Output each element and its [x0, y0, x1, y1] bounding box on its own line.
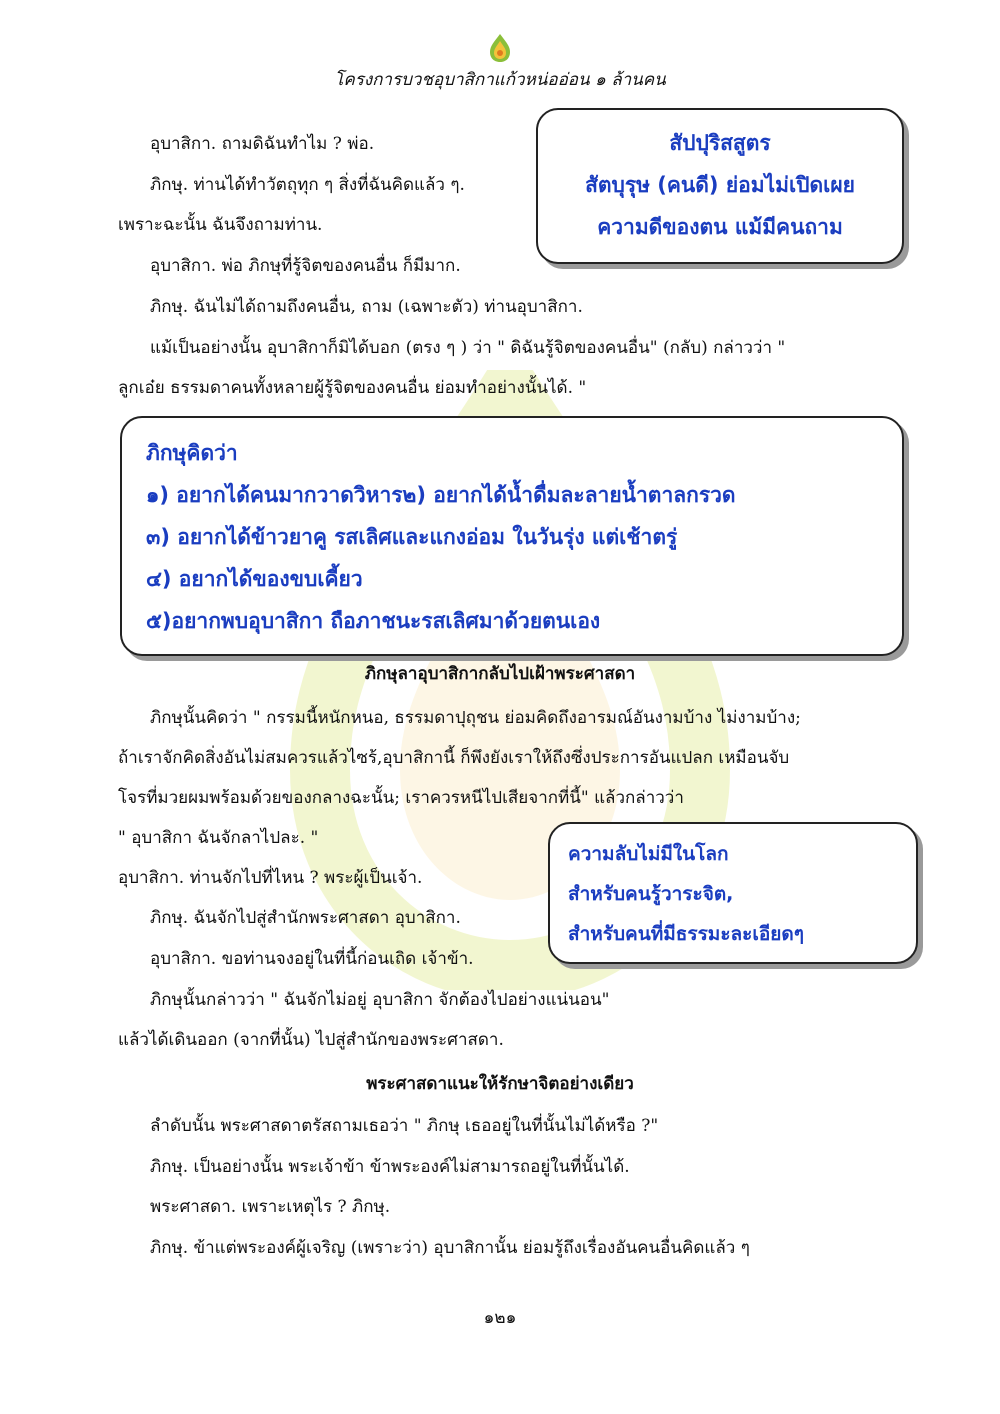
text-line: ลูกเอ๋ย ธรรมดาคนทั้งหลายผู้รู้จิตของคนอื่น ย่อมทำอย่างนั้นได้. "	[118, 378, 587, 398]
text-line: อุบาสิกา. ขอท่านจงอยู่ในที่นี้ก่อนเถิด เจ้าข้า.	[150, 949, 474, 969]
callout-title: ความลับไม่มีในโลก	[568, 843, 729, 865]
callout-line: สำหรับคนที่มีธรรมะละเอียดๆ	[568, 923, 804, 945]
text-line: พระศาสดา. เพราะเหตุไร ? ภิกษุ.	[150, 1197, 391, 1217]
header-logo-icon	[486, 32, 514, 64]
callout-line: ความดีของตน แม้มีคนถาม	[597, 215, 843, 239]
callout-title: ภิกษุคิดว่า	[146, 441, 238, 465]
page-header: โครงการบวชอุบาสิกาแก้วหน่ออ่อน ๑ ล้านคน	[334, 70, 666, 90]
callout-line: สำหรับคนรู้วาระจิต,	[568, 883, 734, 905]
section-heading: พระศาสดาแนะให้รักษาจิตอย่างเดียว	[366, 1074, 634, 1094]
page-number: ๑๒๑	[483, 1308, 517, 1328]
text-line: ภิกษุนั้นคิดว่า " กรรมนี้หนักหนอ, ธรรมดาปุถุชน ย่อมคิดถึงอารมณ์อันงามบ้าง ไม่งามบ้าง;	[150, 708, 801, 728]
text-line: ภิกษุ. ท่านได้ทำวัตถุทุก ๆ สิ่งที่ฉันคิดแล้ว ๆ.	[150, 175, 465, 195]
text-line: อุบาสิกา. ท่านจักไปที่ไหน ? พระผู้เป็นเจ้า.	[118, 868, 423, 888]
text-line: อุบาสิกา. พ่อ ภิกษุที่รู้จิตของคนอื่น ก็มีมาก.	[150, 256, 461, 276]
section-heading: ภิกษุลาอุบาสิกากลับไปเฝ้าพระศาสดา	[364, 664, 636, 684]
callout-line: สัตบุรุษ (คนดี) ย่อมไม่เปิดเผย	[585, 173, 855, 197]
text-line: อุบาสิกา. ถามดิฉันทำไม ? พ่อ.	[150, 134, 375, 154]
text-line: ภิกษุ. ข้าแต่พระองค์ผู้เจริญ (เพราะว่า) อุบาสิกานั้น ย่อมรู้ถึงเรื่องอันคนอื่นคิดแล้ว ๆ	[150, 1238, 750, 1258]
text-line: ลำดับนั้น พระศาสดาตรัสถามเธอว่า " ภิกษุ เธออยู่ในที่นั้นไม่ได้หรือ ?"	[150, 1116, 659, 1136]
callout-list-item: ๓) อยากได้ข้าวยาคู รสเลิศและแกงอ่อม ในวันรุ่ง แต่เช้าตรู่	[146, 525, 678, 549]
text-line: ถ้าเราจักคิดสิ่งอันไม่สมควรแล้วไซร้,อุบาสิกานี้ ก็พึงยังเราให้ถึงซึ่งประการอันแปลก เหมือนจับ	[118, 748, 790, 768]
text-line: ภิกษุ. ฉันจักไปสู่สำนักพระศาสดา อุบาสิกา.	[150, 908, 461, 928]
text-line: แม้เป็นอย่างนั้น อุบาสิกาก็มิได้บอก (ตรง ๆ ) ว่า " ดิฉันรู้จิตของคนอื่น" (กลับ) กล่าวว่า "	[150, 338, 786, 358]
callout-list-item: ๑) อยากได้คนมากวาดวิหาร๒) อยากได้น้ำดื่มละลายน้ำตาลกรวด	[146, 483, 736, 507]
callout-title: สัปปุริสสูตร	[669, 131, 771, 155]
callout-monk-thoughts	[120, 416, 904, 656]
text-line: ภิกษุ. เป็นอย่างนั้น พระเจ้าข้า ข้าพระองค์ไม่สามารถอยู่ในที่นั้นได้.	[150, 1157, 630, 1177]
text-line: แล้วได้เดินออก (จากที่นั้น) ไปสู่สำนักของพระศาสดา.	[118, 1030, 504, 1050]
text-line: ภิกษุ. ฉันไม่ได้ถามถึงคนอื่น, ถาม (เฉพาะตัว) ท่านอุบาสิกา.	[150, 297, 583, 317]
text-line: โจรที่มวยผมพร้อมด้วยของกลางฉะนั้น; เราควรหนีไปเสียจากที่นี้" แล้วกล่าวว่า	[118, 788, 684, 808]
callout-sappurisa-sutta	[536, 108, 904, 264]
callout-list-item: ๕)อยากพบอุบาสิกา ถือภาชนะรสเลิศมาด้วยตนเอง	[146, 609, 601, 633]
text-line: ภิกษุนั้นกล่าวว่า " ฉันจักไม่อยู่ อุบาสิกา จักต้องไปอย่างแน่นอน"	[150, 990, 610, 1010]
text-line: เพราะฉะนั้น ฉันจึงถามท่าน.	[118, 215, 323, 235]
text-line: " อุบาสิกา ฉันจักลาไปละ. "	[118, 828, 319, 848]
callout-list-item: ๔) อยากได้ของขบเคี้ยว	[146, 567, 363, 591]
callout-no-secrets	[548, 822, 918, 964]
